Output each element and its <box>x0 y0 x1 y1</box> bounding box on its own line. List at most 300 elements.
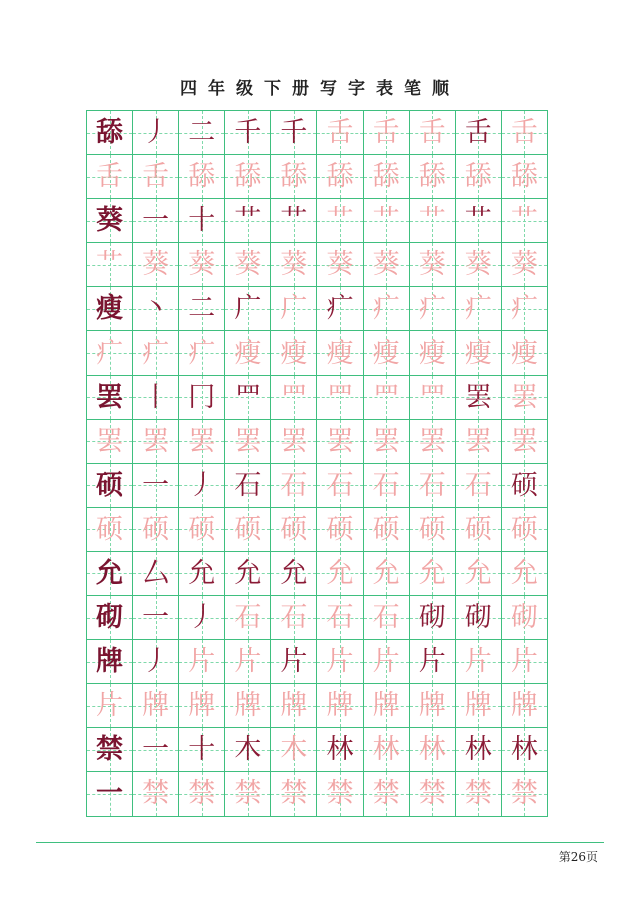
stroke-character: 丿 <box>188 602 216 634</box>
stroke-order-cell <box>364 287 410 331</box>
stroke-order-cell <box>179 420 225 464</box>
stroke-order-cell <box>502 420 548 464</box>
stroke-order-cell <box>133 640 179 684</box>
stroke-order-cell <box>271 376 317 420</box>
head-character-cell <box>87 111 133 155</box>
stroke-order-cell <box>317 728 363 772</box>
stroke-character: 硕 <box>418 513 446 545</box>
stroke-order-cell <box>225 684 271 728</box>
stroke-character: 牌 <box>234 690 262 722</box>
writing-grid <box>86 110 548 817</box>
head-character-cell <box>87 640 133 684</box>
stroke-order-cell <box>317 376 363 420</box>
stroke-character: 石 <box>234 469 262 501</box>
stroke-character: 舔 <box>280 161 308 193</box>
stroke-character: 一 <box>142 602 170 634</box>
stroke-order-cell <box>179 243 225 287</box>
stroke-character: 罒 <box>372 381 400 413</box>
stroke-character: 丿 <box>188 469 216 501</box>
stroke-character: 罢 <box>234 425 262 457</box>
stroke-order-cell <box>179 111 225 155</box>
stroke-character: 片 <box>326 646 354 678</box>
stroke-character: 疒 <box>464 293 492 325</box>
stroke-order-cell <box>456 596 502 640</box>
stroke-character: 片 <box>234 646 262 678</box>
stroke-character: 允 <box>464 557 492 589</box>
stroke-character: 允 <box>510 557 538 589</box>
stroke-character: 罒 <box>280 381 308 413</box>
stroke-order-cell <box>456 376 502 420</box>
stroke-order-cell <box>364 199 410 243</box>
stroke-order-cell <box>410 243 456 287</box>
stroke-character: 罢 <box>510 425 538 457</box>
stroke-character: 疒 <box>510 293 538 325</box>
stroke-order-cell <box>179 464 225 508</box>
stroke-character: 瘦 <box>418 337 446 369</box>
stroke-order-cell <box>410 464 456 508</box>
stroke-character: 罢 <box>280 425 308 457</box>
stroke-order-cell <box>179 596 225 640</box>
stroke-character: 禁 <box>510 778 538 810</box>
stroke-order-cell <box>133 552 179 596</box>
stroke-order-cell <box>133 772 179 816</box>
stroke-character: 舌 <box>142 161 170 193</box>
stroke-order-cell <box>271 331 317 375</box>
stroke-character: 罒 <box>418 381 446 413</box>
stroke-character: 硕 <box>234 513 262 545</box>
stroke-character: 舔 <box>510 161 538 193</box>
stroke-order-cell <box>133 287 179 331</box>
stroke-character: 葵 <box>418 249 446 281</box>
stroke-order-cell <box>133 420 179 464</box>
stroke-character: 牌 <box>510 690 538 722</box>
stroke-order-cell <box>364 331 410 375</box>
stroke-character: 硕 <box>142 513 170 545</box>
stroke-character: 片 <box>464 646 492 678</box>
stroke-order-cell <box>456 464 502 508</box>
stroke-order-cell <box>271 243 317 287</box>
stroke-character: 砌 <box>464 602 492 634</box>
stroke-order-cell <box>87 155 133 199</box>
stroke-character: 瘦 <box>326 337 354 369</box>
stroke-order-cell <box>456 199 502 243</box>
stroke-order-cell <box>364 684 410 728</box>
stroke-character: 艹 <box>326 205 354 237</box>
stroke-order-cell <box>502 772 548 816</box>
stroke-character: 牌 <box>464 690 492 722</box>
stroke-order-cell <box>133 199 179 243</box>
stroke-order-cell <box>271 155 317 199</box>
stroke-character: 一 <box>142 205 170 237</box>
stroke-order-cell <box>502 155 548 199</box>
stroke-order-cell <box>410 772 456 816</box>
stroke-order-cell <box>502 464 548 508</box>
stroke-character: 疒 <box>372 293 400 325</box>
stroke-character: 林 <box>510 734 538 766</box>
stroke-order-cell <box>179 331 225 375</box>
stroke-order-cell <box>179 728 225 772</box>
stroke-character: 片 <box>372 646 400 678</box>
head-character-cell <box>87 728 133 772</box>
stroke-character: 葵 <box>510 249 538 281</box>
stroke-character: 厶 <box>142 557 170 589</box>
stroke-order-cell <box>133 728 179 772</box>
stroke-character: 葵 <box>188 249 216 281</box>
stroke-order-cell <box>133 376 179 420</box>
stroke-order-cell <box>502 596 548 640</box>
stroke-character: 丨 <box>142 381 170 413</box>
stroke-character: 千 <box>280 117 308 149</box>
stroke-order-cell <box>410 552 456 596</box>
stroke-order-cell <box>317 552 363 596</box>
stroke-order-cell <box>225 464 271 508</box>
stroke-character: 砌 <box>510 602 538 634</box>
stroke-character: 允 <box>418 557 446 589</box>
stroke-order-cell <box>502 111 548 155</box>
stroke-character: 石 <box>280 469 308 501</box>
stroke-order-cell <box>317 287 363 331</box>
stroke-order-cell <box>502 287 548 331</box>
stroke-character: 禁 <box>464 778 492 810</box>
stroke-order-cell <box>317 464 363 508</box>
stroke-character: 片 <box>96 690 124 722</box>
stroke-character: 广 <box>234 293 262 325</box>
stroke-character: 葵 <box>234 249 262 281</box>
stroke-character: 广 <box>280 293 308 325</box>
stroke-order-cell <box>317 199 363 243</box>
stroke-character: 硕 <box>372 513 400 545</box>
stroke-order-cell <box>502 199 548 243</box>
head-character: 葵 <box>96 205 124 237</box>
stroke-character: 舌 <box>96 161 124 193</box>
stroke-order-cell <box>410 199 456 243</box>
stroke-order-cell <box>456 420 502 464</box>
stroke-character: 牌 <box>418 690 446 722</box>
stroke-order-cell <box>271 728 317 772</box>
page-number: 第26页 <box>558 850 598 864</box>
stroke-order-cell <box>179 155 225 199</box>
stroke-order-cell <box>410 420 456 464</box>
stroke-order-cell <box>502 376 548 420</box>
stroke-character: 十 <box>188 205 216 237</box>
stroke-order-cell <box>317 420 363 464</box>
stroke-character: 允 <box>280 557 308 589</box>
stroke-character: 瘦 <box>464 337 492 369</box>
stroke-character: 林 <box>372 734 400 766</box>
stroke-order-cell <box>456 552 502 596</box>
stroke-order-cell <box>271 111 317 155</box>
stroke-character: 罒 <box>326 381 354 413</box>
stroke-character: 片 <box>510 646 538 678</box>
stroke-character: 舔 <box>372 161 400 193</box>
stroke-order-cell <box>225 640 271 684</box>
stroke-order-cell <box>87 331 133 375</box>
stroke-order-cell <box>410 640 456 684</box>
stroke-order-cell <box>271 420 317 464</box>
stroke-character: 罢 <box>142 425 170 457</box>
head-character: 禁 <box>96 734 124 766</box>
stroke-character: 禁 <box>418 778 446 810</box>
stroke-order-cell <box>317 640 363 684</box>
stroke-order-cell <box>271 640 317 684</box>
stroke-order-cell <box>410 376 456 420</box>
stroke-character: 舌 <box>510 117 538 149</box>
stroke-character: 艹 <box>510 205 538 237</box>
head-character-cell <box>87 772 133 816</box>
stroke-character: 疒 <box>142 337 170 369</box>
stroke-character: 允 <box>372 557 400 589</box>
stroke-order-cell <box>87 684 133 728</box>
head-character: 一 <box>96 778 124 810</box>
stroke-order-cell <box>410 596 456 640</box>
stroke-character: 舔 <box>464 161 492 193</box>
stroke-character: 硕 <box>280 513 308 545</box>
stroke-character: 舌 <box>326 117 354 149</box>
stroke-character: 罢 <box>188 425 216 457</box>
stroke-order-cell <box>133 155 179 199</box>
stroke-order-cell <box>317 596 363 640</box>
stroke-order-cell <box>179 552 225 596</box>
stroke-character: 罢 <box>372 425 400 457</box>
stroke-order-cell <box>133 596 179 640</box>
stroke-order-cell <box>133 508 179 552</box>
stroke-order-cell <box>317 331 363 375</box>
stroke-character: 疒 <box>96 337 124 369</box>
head-character: 硕 <box>96 469 124 501</box>
stroke-character: 艹 <box>234 205 262 237</box>
stroke-character: 艹 <box>372 205 400 237</box>
stroke-character: 牌 <box>372 690 400 722</box>
stroke-order-cell <box>271 199 317 243</box>
stroke-character: 石 <box>372 469 400 501</box>
stroke-character: 石 <box>372 602 400 634</box>
stroke-character: 片 <box>280 646 308 678</box>
stroke-order-cell <box>317 684 363 728</box>
stroke-order-cell <box>410 508 456 552</box>
stroke-order-cell <box>225 508 271 552</box>
stroke-character: 瘦 <box>234 337 262 369</box>
stroke-character: 葵 <box>326 249 354 281</box>
stroke-character: 疒 <box>188 337 216 369</box>
stroke-order-cell <box>225 331 271 375</box>
stroke-character: 砌 <box>418 602 446 634</box>
stroke-order-cell <box>364 772 410 816</box>
stroke-character: 瘦 <box>280 337 308 369</box>
stroke-order-cell <box>87 508 133 552</box>
stroke-character: 艹 <box>464 205 492 237</box>
stroke-order-cell <box>317 111 363 155</box>
head-character: 舔 <box>96 117 124 149</box>
stroke-order-cell <box>133 684 179 728</box>
stroke-character: 千 <box>234 117 262 149</box>
stroke-order-cell <box>502 552 548 596</box>
stroke-character: 牌 <box>188 690 216 722</box>
stroke-order-cell <box>456 728 502 772</box>
stroke-character: 一 <box>142 469 170 501</box>
head-character-cell <box>87 464 133 508</box>
stroke-order-cell <box>456 331 502 375</box>
stroke-character: 石 <box>464 469 492 501</box>
stroke-character: 禁 <box>280 778 308 810</box>
stroke-order-cell <box>317 155 363 199</box>
stroke-order-cell <box>364 464 410 508</box>
stroke-character: 石 <box>280 602 308 634</box>
stroke-character: 葵 <box>142 249 170 281</box>
stroke-order-cell <box>364 596 410 640</box>
stroke-order-cell <box>456 111 502 155</box>
stroke-order-cell <box>225 420 271 464</box>
head-character: 允 <box>96 557 124 589</box>
footer-divider <box>36 842 604 843</box>
stroke-order-cell <box>410 287 456 331</box>
head-character-cell <box>87 376 133 420</box>
stroke-character: 艹 <box>96 249 124 281</box>
stroke-character: 十 <box>188 734 216 766</box>
stroke-character: 林 <box>418 734 446 766</box>
stroke-order-cell <box>225 376 271 420</box>
stroke-order-cell <box>502 640 548 684</box>
stroke-character: 舔 <box>234 161 262 193</box>
stroke-character: 舌 <box>464 117 492 149</box>
stroke-order-cell <box>456 772 502 816</box>
stroke-order-cell <box>179 287 225 331</box>
stroke-character: 硕 <box>326 513 354 545</box>
head-character-cell <box>87 552 133 596</box>
stroke-character: 允 <box>188 557 216 589</box>
stroke-character: 艹 <box>280 205 308 237</box>
stroke-order-cell <box>87 420 133 464</box>
stroke-order-cell <box>225 155 271 199</box>
stroke-order-cell <box>317 772 363 816</box>
stroke-character: 硕 <box>188 513 216 545</box>
stroke-order-cell <box>225 287 271 331</box>
stroke-character: 硕 <box>464 513 492 545</box>
stroke-order-cell <box>410 331 456 375</box>
stroke-character: 牌 <box>142 690 170 722</box>
head-character: 砌 <box>96 602 124 634</box>
stroke-character: 片 <box>188 646 216 678</box>
stroke-order-cell <box>133 331 179 375</box>
stroke-character: 舌 <box>418 117 446 149</box>
stroke-character: 林 <box>464 734 492 766</box>
stroke-order-cell <box>179 772 225 816</box>
stroke-character: 疒 <box>418 293 446 325</box>
stroke-character: 允 <box>234 557 262 589</box>
stroke-character: 舌 <box>372 117 400 149</box>
stroke-order-cell <box>87 243 133 287</box>
stroke-character: 牌 <box>280 690 308 722</box>
stroke-order-cell <box>179 199 225 243</box>
head-character-cell <box>87 287 133 331</box>
stroke-character: 硕 <box>510 469 538 501</box>
stroke-character: 硕 <box>96 513 124 545</box>
stroke-character: 罢 <box>510 381 538 413</box>
stroke-character: 石 <box>418 469 446 501</box>
stroke-character: 片 <box>418 646 446 678</box>
stroke-order-cell <box>456 155 502 199</box>
stroke-character: 牌 <box>326 690 354 722</box>
stroke-order-cell <box>133 111 179 155</box>
stroke-order-cell <box>133 243 179 287</box>
stroke-order-cell <box>271 596 317 640</box>
stroke-order-cell <box>364 243 410 287</box>
stroke-order-cell <box>502 331 548 375</box>
stroke-character: 罢 <box>326 425 354 457</box>
stroke-order-cell <box>271 684 317 728</box>
stroke-order-cell <box>410 155 456 199</box>
stroke-character: 舔 <box>188 161 216 193</box>
stroke-order-cell <box>317 243 363 287</box>
head-character: 牌 <box>96 646 124 678</box>
stroke-character: 禁 <box>188 778 216 810</box>
stroke-order-cell <box>410 111 456 155</box>
stroke-character: 罢 <box>464 425 492 457</box>
stroke-order-cell <box>179 640 225 684</box>
page-title: 四年级下册写字表笔顺 <box>180 79 460 99</box>
stroke-order-cell <box>502 508 548 552</box>
stroke-order-cell <box>364 640 410 684</box>
stroke-character: 罢 <box>464 381 492 413</box>
stroke-order-cell <box>179 376 225 420</box>
stroke-character: 丶 <box>142 293 170 325</box>
stroke-order-cell <box>456 640 502 684</box>
stroke-character: 疒 <box>326 293 354 325</box>
stroke-order-cell <box>364 728 410 772</box>
stroke-order-cell <box>364 111 410 155</box>
stroke-order-cell <box>364 376 410 420</box>
stroke-character: 葵 <box>372 249 400 281</box>
stroke-character: 硕 <box>510 513 538 545</box>
stroke-order-cell <box>271 464 317 508</box>
stroke-order-cell <box>502 243 548 287</box>
stroke-order-cell <box>179 508 225 552</box>
stroke-order-cell <box>133 464 179 508</box>
stroke-character: 木 <box>280 734 308 766</box>
head-character: 瘦 <box>96 293 124 325</box>
stroke-order-cell <box>364 508 410 552</box>
stroke-order-cell <box>271 508 317 552</box>
stroke-order-cell <box>502 728 548 772</box>
stroke-character: 舔 <box>326 161 354 193</box>
stroke-character: 冂 <box>188 381 216 413</box>
stroke-order-cell <box>225 199 271 243</box>
stroke-character: 木 <box>234 734 262 766</box>
stroke-character: 瘦 <box>510 337 538 369</box>
stroke-order-cell <box>179 684 225 728</box>
head-character: 罢 <box>96 381 124 413</box>
stroke-order-cell <box>502 684 548 728</box>
stroke-character: 石 <box>234 602 262 634</box>
stroke-character: 一 <box>142 734 170 766</box>
stroke-order-cell <box>410 684 456 728</box>
stroke-order-cell <box>271 552 317 596</box>
stroke-character: 丿 <box>142 117 170 149</box>
stroke-character: 禁 <box>326 778 354 810</box>
stroke-order-cell <box>456 508 502 552</box>
stroke-order-cell <box>271 772 317 816</box>
stroke-order-cell <box>225 243 271 287</box>
stroke-order-cell <box>225 552 271 596</box>
stroke-character: 罒 <box>234 381 262 413</box>
stroke-order-cell <box>225 772 271 816</box>
stroke-character: 二 <box>188 117 216 149</box>
stroke-character: 禁 <box>234 778 262 810</box>
head-character-cell <box>87 199 133 243</box>
stroke-character: 罢 <box>96 425 124 457</box>
stroke-order-cell <box>456 684 502 728</box>
stroke-order-cell <box>225 596 271 640</box>
stroke-order-cell <box>225 728 271 772</box>
